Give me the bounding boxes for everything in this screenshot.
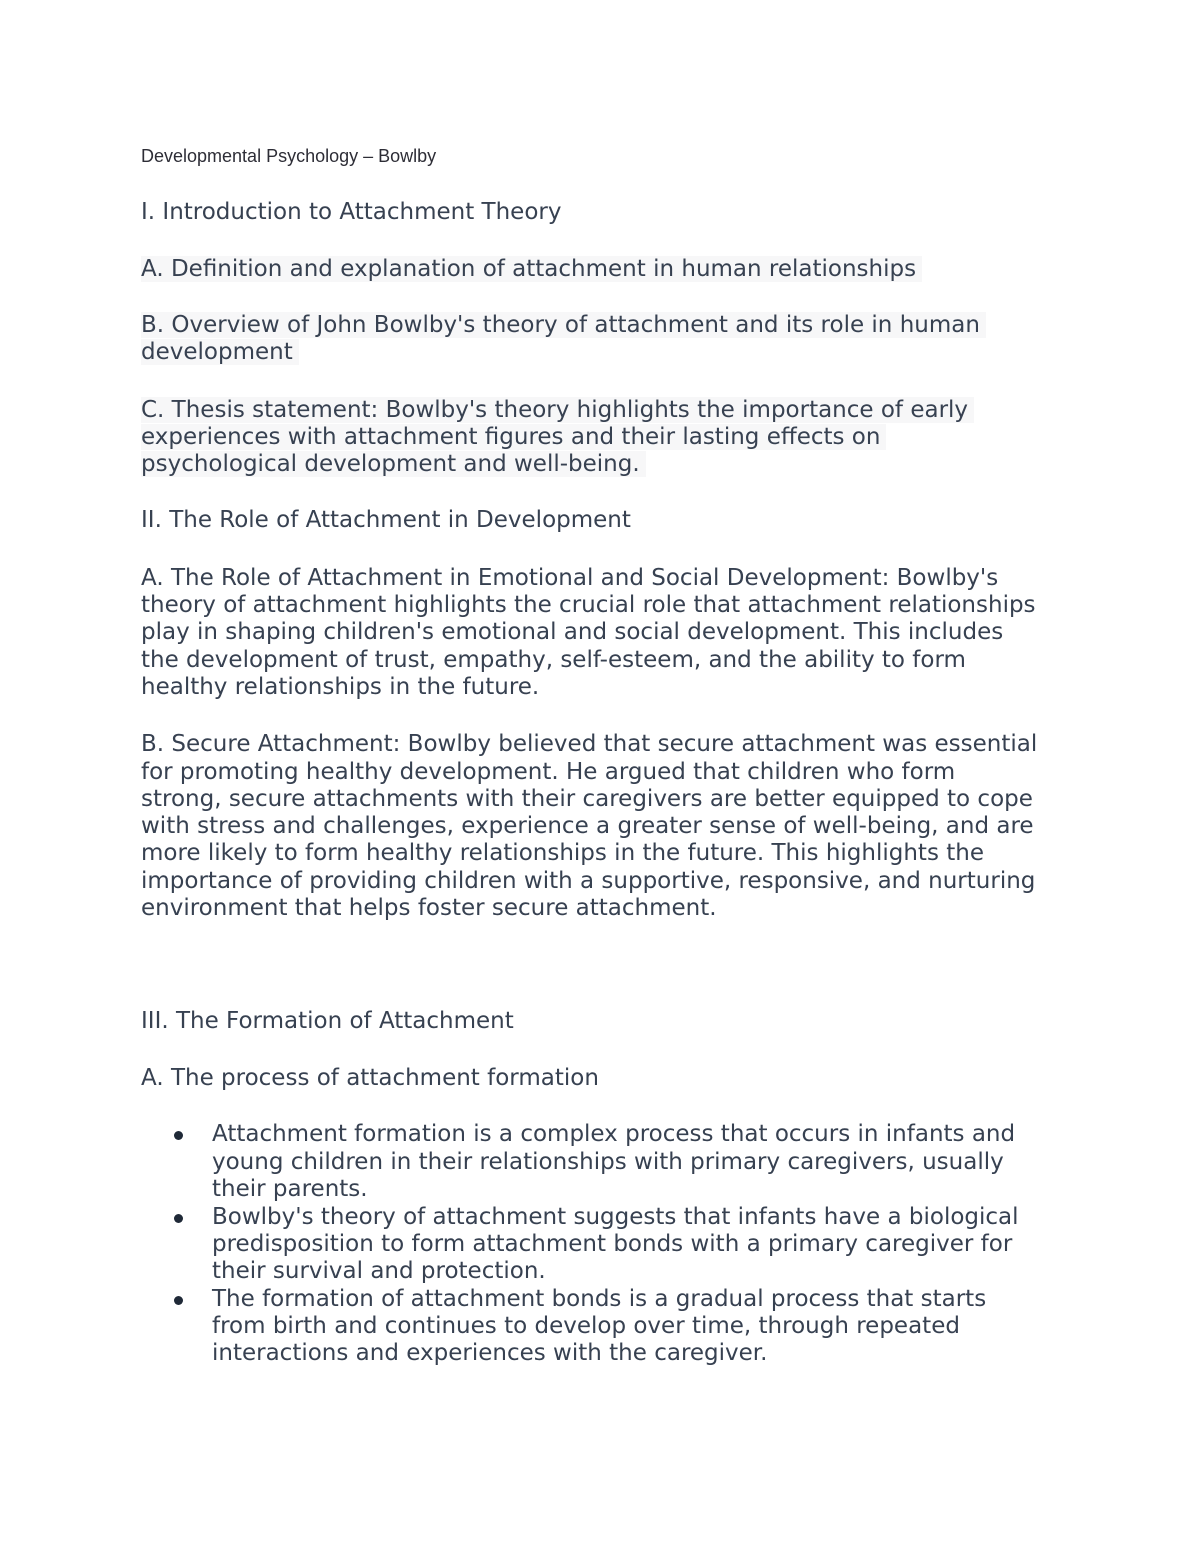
bullet-icon xyxy=(174,1131,183,1140)
section-3-item-a: A. The process of attachment formation xyxy=(141,1065,599,1091)
section-3-heading: III. The Formation of Attachment xyxy=(141,1008,514,1034)
section-1-item-c-line-2 xyxy=(141,424,886,451)
section-2-item-a-line-1: A. The Role of Attachment in Emotional and Social Development: Bowlby's xyxy=(141,565,999,591)
section-1-item-b-line-2 xyxy=(141,339,299,366)
list-item-line: their survival and protection. xyxy=(212,1258,546,1284)
section-1-item-c-line-3 xyxy=(141,451,646,478)
list-item-line: The formation of attachment bonds is a gradual process that starts xyxy=(212,1286,987,1312)
bullet-icon xyxy=(174,1296,183,1305)
section-1-item-c-text-1: C. Thesis statement: Bowlby's theory highlights the importance of early xyxy=(141,397,974,423)
section-1-item-b-text-2: development xyxy=(141,339,299,365)
section-1-item-b-text-1: B. Overview of John Bowlby's theory of attachment and its role in human xyxy=(141,312,986,338)
section-1-item-c-text-3: psychological development and well-being. xyxy=(141,451,646,477)
list-item-line: predisposition to form attachment bonds with a primary caregiver for xyxy=(212,1231,1013,1257)
section-2-heading: II. The Role of Attachment in Development xyxy=(141,507,631,533)
section-1-item-c-line-1 xyxy=(141,397,974,424)
section-2-item-b-line-5: more likely to form healthy relationships in the future. This highlights the xyxy=(141,840,984,866)
section-2-item-b-line-3: strong, secure attachments with their caregivers are better equipped to cope xyxy=(141,786,1033,812)
section-2-item-a-line-4: the development of trust, empathy, self-esteem, and the ability to form xyxy=(141,647,966,673)
section-2-item-b-line-1: B. Secure Attachment: Bowlby believed that secure attachment was essential xyxy=(141,731,1038,757)
section-2-item-a-line-3: play in shaping children's emotional and social development. This includes xyxy=(141,619,1004,645)
list-item-line: from birth and continues to develop over time, through repeated xyxy=(212,1313,960,1339)
list-item-line: their parents. xyxy=(212,1176,368,1202)
section-1-item-a xyxy=(141,256,922,283)
section-1-item-c-text-2: experiences with attachment figures and their lasting effects on xyxy=(141,424,886,450)
section-2-item-a-line-5: healthy relationships in the future. xyxy=(141,674,540,700)
list-item-line: interactions and experiences with the caregiver. xyxy=(212,1340,768,1366)
list-item-line: Attachment formation is a complex process that occurs in infants and xyxy=(212,1121,1016,1147)
document-title: Developmental Psychology – Bowlby xyxy=(141,146,437,166)
list-item-line: Bowlby's theory of attachment suggests that infants have a biological xyxy=(212,1204,1019,1230)
bullet-icon xyxy=(174,1214,183,1223)
section-2-item-b-line-2: for promoting healthy development. He argued that children who form xyxy=(141,759,956,785)
section-2-item-b-line-7: environment that helps foster secure attachment. xyxy=(141,895,717,921)
section-1-heading: I. Introduction to Attachment Theory xyxy=(141,199,562,225)
section-2-item-a-line-2: theory of attachment highlights the crucial role that attachment relationships xyxy=(141,592,1036,618)
section-2-item-b-line-4: with stress and challenges, experience a greater sense of well-being, and are xyxy=(141,813,1034,839)
section-1-item-b-line-1 xyxy=(141,312,986,339)
section-2-item-b-line-6: importance of providing children with a supportive, responsive, and nurturing xyxy=(141,868,1036,894)
list-item-line: young children in their relationships with primary caregivers, usually xyxy=(212,1149,1004,1175)
section-1-item-a-text: A. Definition and explanation of attachment in human relationships xyxy=(141,256,922,282)
